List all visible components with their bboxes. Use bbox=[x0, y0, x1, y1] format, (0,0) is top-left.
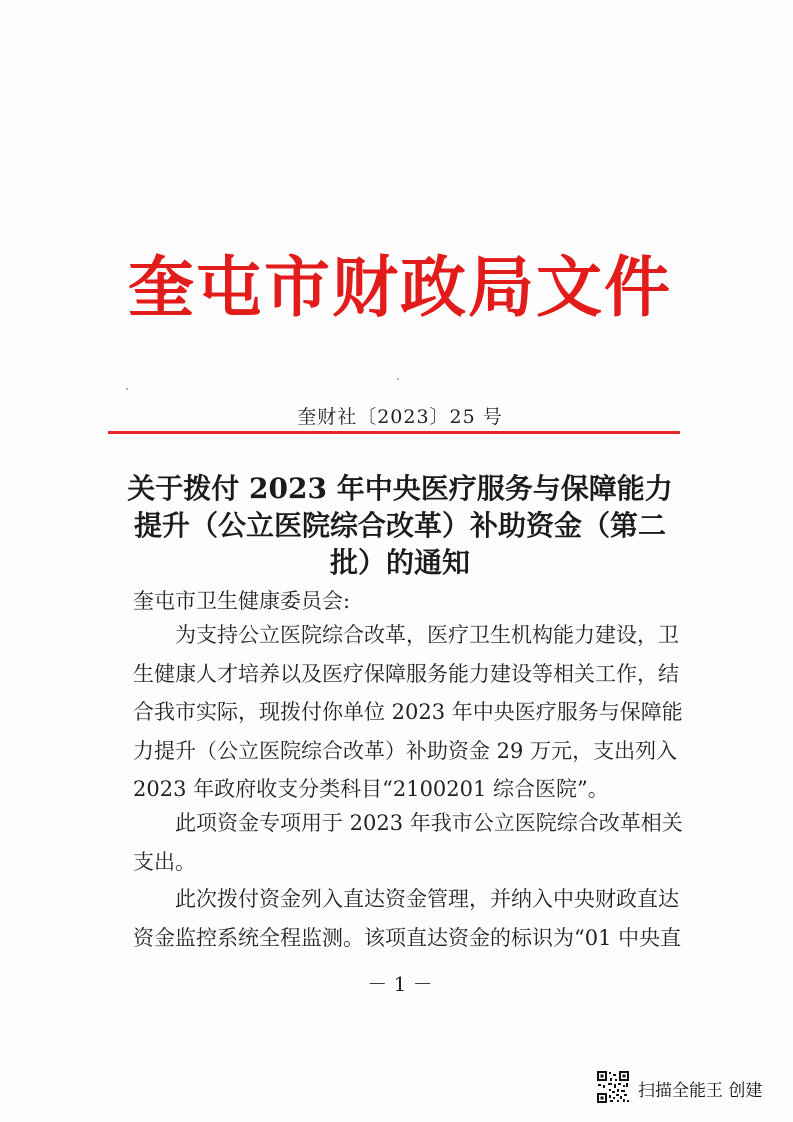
page-number: － 1 － bbox=[367, 972, 433, 996]
paragraph-line: 此次拨付资金列入直达资金管理，并纳入中央财政直达 bbox=[175, 887, 679, 911]
addressee: 奎屯市卫生健康委员会: bbox=[133, 589, 351, 613]
notice-title-line: 提升（公立医院综合改革）补助资金（第二 bbox=[133, 509, 666, 542]
paragraph-line: 此项资金专项用于 2023 年我市公立医院综合改革相关 bbox=[175, 811, 683, 835]
notice-title-line: 关于拨付 2023 年中央医疗服务与保障能力 bbox=[127, 472, 673, 505]
paragraph-2 bbox=[133, 804, 683, 881]
watermark-text: 扫描全能王 创建 bbox=[638, 1081, 763, 1101]
paragraph-line: 合我市实际，现拨付你单位 2023 年中央医疗服务与保障能 bbox=[133, 700, 683, 724]
document-number: 奎财社〔2023〕25 号 bbox=[297, 406, 503, 428]
qr-code-icon bbox=[596, 1070, 630, 1104]
scan-speck bbox=[397, 378, 399, 380]
paragraph-line: 资金监控系统全程监测。该项直达资金的标识为“01 中央直 bbox=[133, 925, 682, 950]
scan-speck bbox=[126, 388, 128, 390]
paragraph-3 bbox=[133, 880, 682, 957]
notice-title bbox=[100, 470, 700, 581]
paragraph-line: 支出。 bbox=[133, 849, 196, 874]
issuer-header-title: 奎屯市财政局文件 bbox=[128, 249, 672, 326]
scanner-watermark bbox=[588, 1066, 788, 1112]
paragraph-line: 力提升（公立医院综合改革）补助资金 29 万元，支出列入 bbox=[133, 738, 678, 763]
red-divider-line bbox=[108, 431, 680, 434]
paragraph-line: 为支持公立医院综合改革，医疗卫生机构能力建设，卫 bbox=[175, 623, 679, 647]
notice-title-line: 批）的通知 bbox=[329, 546, 470, 579]
paragraph-line: 2023 年政府收支分类科目“2100201 综合医院”。 bbox=[133, 777, 609, 801]
paragraph-line: 生健康人才培养以及医疗保障服务能力建设等相关工作，结 bbox=[133, 661, 679, 686]
paragraph-1 bbox=[133, 616, 683, 809]
